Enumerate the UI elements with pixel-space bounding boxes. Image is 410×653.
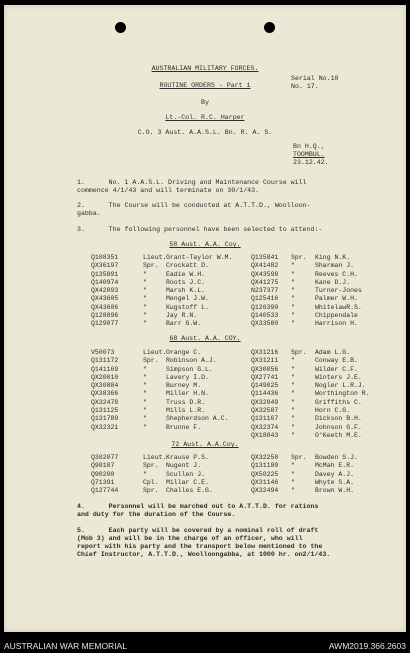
order-number: No. 17. (291, 83, 319, 90)
service-number: V50073 (91, 349, 115, 356)
personnel-row (4, 382, 406, 390)
rank: " (291, 262, 295, 270)
member-name: Mills L.R. (166, 407, 206, 415)
personnel-row (4, 262, 406, 270)
rank: " (291, 295, 295, 303)
service-number: QX31211 (251, 357, 279, 365)
member-name: Chippendale (315, 312, 358, 320)
personnel-row (4, 374, 406, 382)
hq-place: TOOMBUL. (293, 151, 325, 158)
paragraph-4: 4. Personnel will be marched out to A.T.T.D. for rations (77, 503, 319, 510)
member-name: Palmer W.H. (315, 295, 358, 303)
rank: " (291, 287, 295, 295)
service-number: Q131125 (91, 407, 119, 415)
rank: " (143, 287, 147, 295)
service-number: Q141169 (91, 365, 119, 373)
unit-name: C.O. 3 Aust. A.A.S.L. Bn. R. A. S. (137, 129, 273, 136)
rank: " (291, 312, 295, 320)
rank: Spr. (291, 254, 307, 261)
service-number: QX30056 (251, 365, 279, 373)
personnel-list-72 (4, 454, 406, 495)
service-number: Q131172 (91, 357, 119, 365)
member-name: Eadie W.H. (166, 270, 206, 278)
personnel-row (4, 279, 406, 287)
member-name: Truss D.R. (166, 398, 206, 406)
personnel-row (4, 462, 406, 470)
service-number: QX38366 (91, 390, 119, 398)
rank: " (143, 398, 147, 406)
rank: Spr. (291, 454, 307, 461)
rank: " (143, 278, 147, 286)
service-number: Q71391 (91, 478, 115, 486)
member-name: Millar C.E. (166, 478, 209, 486)
member-name: Crockatt D. (166, 262, 209, 270)
personnel-row (4, 424, 406, 432)
member-name: O'Keeth M.E. (315, 431, 362, 439)
rank: " (143, 312, 147, 320)
member-name: Orange C. (166, 349, 202, 356)
service-number: QX43606 (91, 303, 119, 311)
member-name: Kane D.J. (315, 278, 351, 286)
personnel-list-68 (4, 349, 406, 440)
service-number: QX31216 (251, 349, 279, 356)
rank: Spr. (291, 349, 307, 356)
service-number: QX32049 (251, 398, 279, 406)
rank: Lieut. (143, 454, 167, 461)
rank: Spr. (143, 357, 159, 365)
service-number: Q127744 (91, 487, 119, 495)
paragraph-2-cont: gabba. (77, 210, 101, 217)
rank: " (143, 295, 147, 303)
by-line: By (201, 99, 209, 106)
service-number: Q131167 (251, 415, 279, 423)
service-number: Q131789 (91, 415, 119, 423)
rank: " (143, 365, 147, 373)
paragraph-5-cont: (Mob 3) and will be in the charge of an officer, who will (77, 535, 303, 542)
rank: " (291, 487, 295, 495)
member-name: Brunne F. (166, 423, 202, 431)
member-name: Barr G.W. (166, 320, 202, 328)
member-name: Challes E.G. (166, 487, 213, 495)
member-name: Scullen J. (166, 470, 206, 478)
member-name: Conway E.B. (315, 357, 358, 365)
document-date: 23.12.42. (293, 159, 329, 166)
service-number: QX32374 (251, 423, 279, 431)
paragraph-3: 3. The following personnel have been selected to attend:- (77, 226, 323, 233)
service-number: QX41275 (251, 278, 279, 286)
personnel-row (4, 287, 406, 295)
personnel-row (4, 399, 406, 407)
member-name: Brown W.H. (315, 487, 355, 495)
service-number: QX32494 (251, 487, 279, 495)
member-name: Wilder C.F. (315, 365, 358, 373)
paragraph-5-cont: report with his party and the transport below mentioned to the (77, 543, 323, 550)
member-name: Nugent J. (166, 462, 202, 470)
service-number: Q149025 (251, 382, 279, 390)
service-number: QX27741 (251, 373, 279, 381)
member-name: Adam L.G. (315, 349, 351, 356)
document-subtitle: ROUTINE ORDERS - Part 1 (159, 82, 251, 89)
member-name: Turner-Jones (315, 287, 362, 295)
rank: " (291, 270, 295, 278)
member-name: Sharman J. (315, 262, 355, 270)
service-number: Q140533 (251, 312, 279, 320)
paragraph-4-cont: and duty for the duration of the Course. (77, 511, 236, 518)
member-name: Nogler L.R.J. (315, 382, 366, 390)
personnel-row (4, 295, 406, 303)
rank: " (143, 415, 147, 423)
rank: Spr. (143, 462, 159, 470)
rank: Cpl. (143, 478, 159, 486)
personnel-row (4, 320, 406, 328)
service-number: Q128896 (91, 312, 119, 320)
service-number: QX36197 (91, 262, 119, 270)
member-name: Marsh K.L. (166, 287, 206, 295)
personnel-row (4, 432, 406, 440)
officer-name: Lt.-Col. R.C. Harper (165, 114, 245, 121)
personnel-row (4, 349, 406, 357)
rank: Lieut. (143, 349, 167, 356)
service-number: QX32587 (251, 407, 279, 415)
rank: " (291, 398, 295, 406)
section-heading: 72 Aust. A.A.Coy. (171, 441, 239, 448)
service-number: QX30884 (91, 382, 119, 390)
rank: Lieut. (143, 254, 167, 261)
service-number: Q135891 (91, 270, 119, 278)
personnel-row (4, 254, 406, 262)
rank: " (291, 478, 295, 486)
member-name: King N.K. (315, 254, 351, 261)
personnel-row (4, 366, 406, 374)
service-number: QX32321 (91, 423, 119, 431)
member-name: Winters J.E. (315, 373, 362, 381)
rank: " (291, 407, 295, 415)
member-name: Lavery I.D. (166, 373, 209, 381)
personnel-row (4, 390, 406, 398)
rank: " (291, 390, 295, 398)
personnel-row (4, 415, 406, 423)
member-name: Davey A.J. (315, 470, 355, 478)
punch-hole (264, 22, 275, 33)
rank: " (143, 407, 147, 415)
rank: " (291, 470, 295, 478)
service-number: Q140974 (91, 278, 119, 286)
member-name: Horn C.G. (315, 407, 351, 415)
rank: " (291, 415, 295, 423)
personnel-list-58 (4, 254, 406, 329)
service-number: Q131180 (251, 462, 279, 470)
hq-line: Bn H.Q., (293, 143, 325, 150)
member-name: Robinson A.J. (166, 357, 217, 365)
service-number: QX20010 (91, 373, 119, 381)
rank: " (291, 382, 295, 390)
service-number: Q126390 (251, 303, 279, 311)
rank: " (291, 320, 295, 328)
rank: " (143, 320, 147, 328)
rank: " (291, 365, 295, 373)
rank: " (143, 382, 147, 390)
rank: " (143, 423, 147, 431)
rank: " (291, 462, 295, 470)
member-name: WhitelawR.S. (315, 303, 362, 311)
member-name: Worthington R. (315, 390, 370, 398)
service-number: QX31146 (251, 478, 279, 486)
service-number: QX50225 (251, 470, 279, 478)
member-name: Grant-Taylor W.M. (166, 254, 233, 261)
service-number: Q90200 (91, 470, 115, 478)
member-name: Bowden S.J. (315, 454, 358, 461)
section-heading: 58 Aust. A.A. Coy. (169, 241, 241, 248)
rank: " (291, 357, 295, 365)
paragraph-1-cont: commence 4/1/43 and will terminate on 30/1/43. (77, 187, 260, 194)
member-name: Griffiths C. (315, 398, 362, 406)
member-name: Burney M. (166, 382, 202, 390)
service-number: N237377 (251, 287, 279, 295)
personnel-row (4, 487, 406, 495)
service-number: Q129077 (91, 320, 119, 328)
document-title: AUSTRALIAN MILITARY FORCES. (151, 65, 259, 72)
section-heading: 68 Aust. A.A. COY. (169, 335, 241, 342)
rank: " (143, 373, 147, 381)
serial-number: Serial No.10 (291, 75, 339, 82)
service-number: QX18043 (251, 431, 279, 439)
member-name: Jay R.N. (166, 312, 198, 320)
member-name: Kugstoff L. (166, 303, 209, 311)
service-number: QX32478 (91, 398, 119, 406)
service-number: Q108351 (91, 254, 119, 261)
rank: " (143, 270, 147, 278)
service-number: QX42093 (91, 287, 119, 295)
member-name: Mengel J.W. (166, 295, 209, 303)
member-name: Dickson B.H. (315, 415, 362, 423)
service-number: Q114436 (251, 390, 279, 398)
rank: " (143, 470, 147, 478)
rank: " (291, 431, 295, 439)
paragraph-5: 5. Each party will be covered by a nominal roll of draft (77, 527, 319, 534)
member-name: Shepherdson A.C. (166, 415, 229, 423)
member-name: Harrison H. (315, 320, 358, 328)
accession-number: AWM2019.366.2603 (328, 641, 406, 651)
personnel-row (4, 357, 406, 365)
service-number: QX33580 (251, 320, 279, 328)
service-number: Q135841 (251, 254, 279, 261)
archive-caption-bar (0, 632, 410, 653)
service-number: QX43605 (91, 295, 119, 303)
member-name: Miller H.N. (166, 390, 209, 398)
member-name: Whyte S.A. (315, 478, 355, 486)
personnel-row (4, 407, 406, 415)
rank: " (291, 278, 295, 286)
member-name: Simpson G.L. (166, 365, 213, 373)
punch-hole (115, 22, 126, 33)
paragraph-5-cont: Chief Instructor, A.T.T.D., Woolloongabba, at 1000 hr. on2/1/43. (77, 551, 331, 558)
rank: " (143, 303, 147, 311)
member-name: Johnson G.F. (315, 423, 362, 431)
document-page (4, 5, 406, 632)
service-number: Q90187 (91, 462, 115, 470)
service-number: QX32258 (251, 454, 279, 461)
rank: " (291, 373, 295, 381)
service-number: Q125416 (251, 295, 279, 303)
member-name: McMah E.R. (315, 462, 355, 470)
personnel-row (4, 471, 406, 479)
personnel-row (4, 304, 406, 312)
personnel-row (4, 312, 406, 320)
paragraph-2: 2. The Course will be conducted at A.T.T.D., Woolloon- (77, 202, 311, 209)
personnel-row (4, 454, 406, 462)
service-number: QX41482 (251, 262, 279, 270)
service-number: Q302077 (91, 454, 119, 461)
personnel-row (4, 479, 406, 487)
archive-name: AUSTRALIAN WAR MEMORIAL (4, 641, 127, 651)
rank: " (143, 390, 147, 398)
member-name: Roots J.C. (166, 278, 206, 286)
rank: Spr. (143, 487, 159, 495)
rank: " (291, 303, 295, 311)
service-number: QX43598 (251, 270, 279, 278)
paragraph-1: 1. No. 1 A.A.S.L. Driving and Maintenance Course will (77, 179, 307, 186)
member-name: Krause P.S. (166, 454, 209, 461)
member-name: Reeves C.H. (315, 270, 358, 278)
personnel-row (4, 271, 406, 279)
rank: " (291, 423, 295, 431)
rank: Spr. (143, 262, 159, 270)
